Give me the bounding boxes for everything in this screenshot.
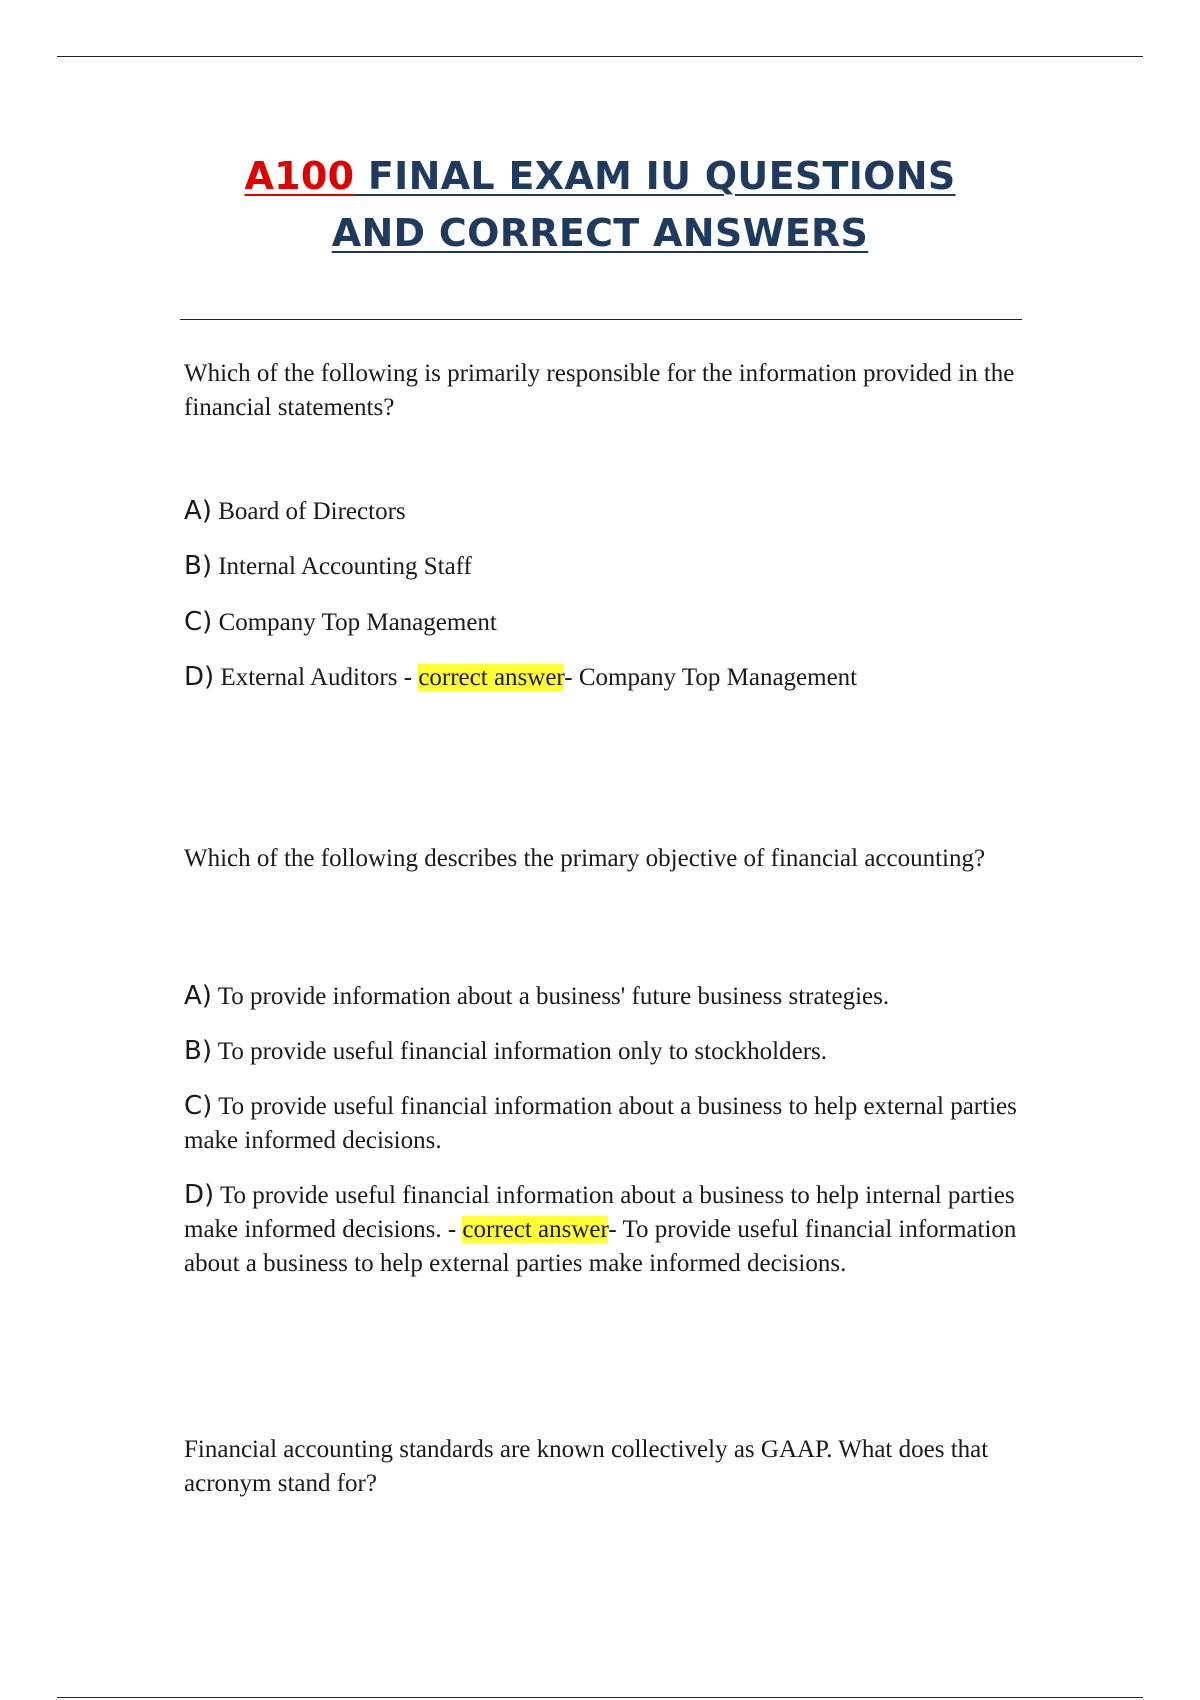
question-2-text: Which of the following describes the primary objective of financial accounting?: [184, 845, 986, 872]
option-text: To provide information about a business' future business strategies.: [217, 983, 890, 1010]
correct-answer-highlight: correct answer: [462, 1216, 609, 1243]
bottom-rule: [57, 1697, 1143, 1698]
correct-answer-highlight: correct answer: [418, 664, 565, 691]
option-text: Company Top Management: [218, 609, 497, 636]
question-2-option-c: [184, 1089, 1024, 1158]
document-title: [0, 148, 1200, 262]
question-2-option-a: [184, 979, 1024, 1014]
title-divider: [180, 319, 1022, 320]
question-2-option-b: [184, 1034, 1024, 1069]
answer-text: - To provide useful financial information about a business to help external parties make informed decisions.: [184, 1216, 1017, 1277]
title-line-2: [0, 205, 1200, 262]
answer-text: - Company Top Management: [564, 664, 858, 691]
option-letter: A): [184, 981, 212, 1011]
question-1-text: Which of the following is primarily responsible for the information provided in the financial statements?: [184, 360, 1015, 421]
question-3-text: Financial accounting standards are known collectively as GAAP. What does that acronym stand for?: [184, 1436, 989, 1497]
course-code: A100: [244, 154, 355, 198]
option-letter: C): [184, 1091, 213, 1121]
option-letter: D): [184, 662, 215, 692]
option-letter: B): [184, 551, 212, 581]
option-text: To provide useful financial information about a business to help external parties make informed decisions.: [184, 1093, 1017, 1154]
question-2-option-d: [184, 1178, 1024, 1281]
title-line-1: [0, 148, 1200, 205]
question-1-option-d: [184, 660, 1024, 695]
question-1-option-a: [184, 494, 1024, 529]
question-1-option-b: [184, 549, 1024, 584]
option-letter: C): [184, 607, 213, 637]
option-letter: D): [184, 1180, 215, 1210]
option-text: To provide useful financial information about a business to help internal parties make informed decisions. -: [184, 1182, 1015, 1243]
option-text: External Auditors -: [220, 664, 419, 691]
option-letter: A): [184, 496, 212, 526]
top-rule: [57, 56, 1143, 57]
option-text: To provide useful financial information only to stockholders.: [217, 1038, 828, 1065]
option-text: Internal Accounting Staff: [218, 553, 472, 580]
title-line-2-text: AND CORRECT ANSWERS: [331, 211, 869, 255]
question-1-option-c: [184, 605, 1024, 640]
option-text: Board of Directors: [218, 498, 406, 525]
title-line-1-text: FINAL EXAM IU QUESTIONS: [354, 154, 956, 198]
option-letter: B): [184, 1036, 212, 1066]
